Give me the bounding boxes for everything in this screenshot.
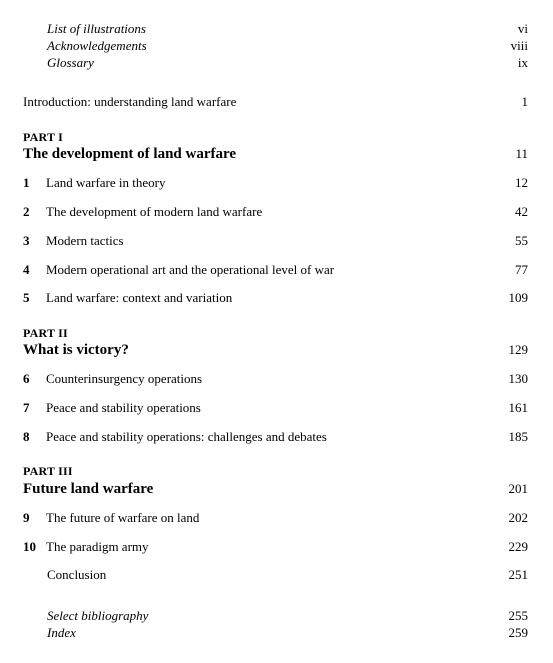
entry-title: The development of modern land warfare [46,204,263,219]
toc-entry-chapter-9[interactable] [0,509,553,527]
entry-page: 12 [515,175,528,190]
chapter-number: 3 [23,233,30,248]
toc-entry-part-3[interactable] [0,480,553,498]
entry-page: 77 [515,262,528,277]
part-label [0,324,553,342]
part-label-text: PART III [23,464,73,478]
entry-page: 259 [508,625,528,640]
part-title: What is victory? [23,342,129,358]
entry-title: Land warfare in theory [46,175,166,190]
toc-entry-chapter-6[interactable] [0,370,553,388]
toc-entry-introduction[interactable] [0,93,553,111]
toc-entry-part-2[interactable] [0,341,553,359]
toc-entry-index[interactable] [0,624,553,642]
entry-title: Glossary [47,55,94,70]
entry-page: viii [510,38,528,53]
entry-title: Modern operational art and the operational level of war [46,262,335,277]
entry-title: Select bibliography [47,608,149,623]
chapter-number: 9 [23,510,30,525]
entry-title: Peace and stability operations [46,400,201,415]
entry-title: Conclusion [47,567,107,582]
toc-entry-part-1[interactable] [0,145,553,163]
entry-page: 130 [508,371,528,386]
part-title: Future land warfare [23,481,154,497]
chapter-number: 8 [23,429,30,444]
toc-entry-list-of-illustrations[interactable] [0,20,553,38]
entry-page: 229 [508,539,528,554]
entry-page: 109 [508,290,528,305]
toc-entry-glossary[interactable] [0,54,553,72]
entry-page: 255 [508,608,528,623]
entry-title: Modern tactics [46,233,124,248]
entry-page: 11 [515,146,528,161]
entry-page: vi [517,21,528,36]
entry-title: Introduction: understanding land warfare [23,94,237,109]
entry-title: Peace and stability operations: challenges and debates [46,429,327,444]
entry-page: 1 [521,94,528,109]
part-label-text: PART II [23,326,68,340]
chapter-number: 7 [23,400,30,415]
entry-title: The paradigm army [46,539,149,554]
entry-title: Index [47,625,76,640]
entry-title: Counterinsurgency operations [46,371,203,386]
toc-entry-acknowledgements[interactable] [0,37,553,55]
toc-entry-chapter-7[interactable] [0,399,553,417]
entry-title: List of illustrations [47,21,146,36]
toc-entry-chapter-5[interactable] [0,289,553,307]
chapter-number: 1 [23,175,30,190]
part-title: The development of land warfare [23,146,237,162]
entry-page: ix [517,55,528,70]
toc-entry-chapter-1[interactable] [0,174,553,192]
toc-entry-chapter-4[interactable] [0,261,553,279]
chapter-number: 2 [23,204,30,219]
entry-page: 202 [508,510,528,525]
part-label-text: PART I [23,130,64,144]
entry-page: 129 [508,342,528,357]
chapter-number: 10 [23,539,36,554]
chapter-number: 5 [23,290,30,305]
entry-title: Land warfare: context and variation [46,290,233,305]
part-label [0,462,553,480]
chapter-number: 4 [23,262,30,277]
toc-entry-select-bibliography[interactable] [0,607,553,625]
toc-entry-chapter-3[interactable] [0,232,553,250]
toc-entry-conclusion[interactable] [0,566,553,584]
part-label [0,128,553,146]
toc-entry-chapter-10[interactable] [0,538,553,556]
entry-page: 201 [508,481,528,496]
entry-page: 161 [508,400,528,415]
toc-entry-chapter-8[interactable] [0,428,553,446]
toc-entry-chapter-2[interactable] [0,203,553,221]
entry-page: 251 [508,567,528,582]
entry-page: 185 [508,429,528,444]
entry-title: Acknowledgements [47,38,147,53]
chapter-number: 6 [23,371,30,386]
entry-page: 42 [515,204,528,219]
entry-title: The future of warfare on land [46,510,200,525]
entry-page: 55 [515,233,528,248]
